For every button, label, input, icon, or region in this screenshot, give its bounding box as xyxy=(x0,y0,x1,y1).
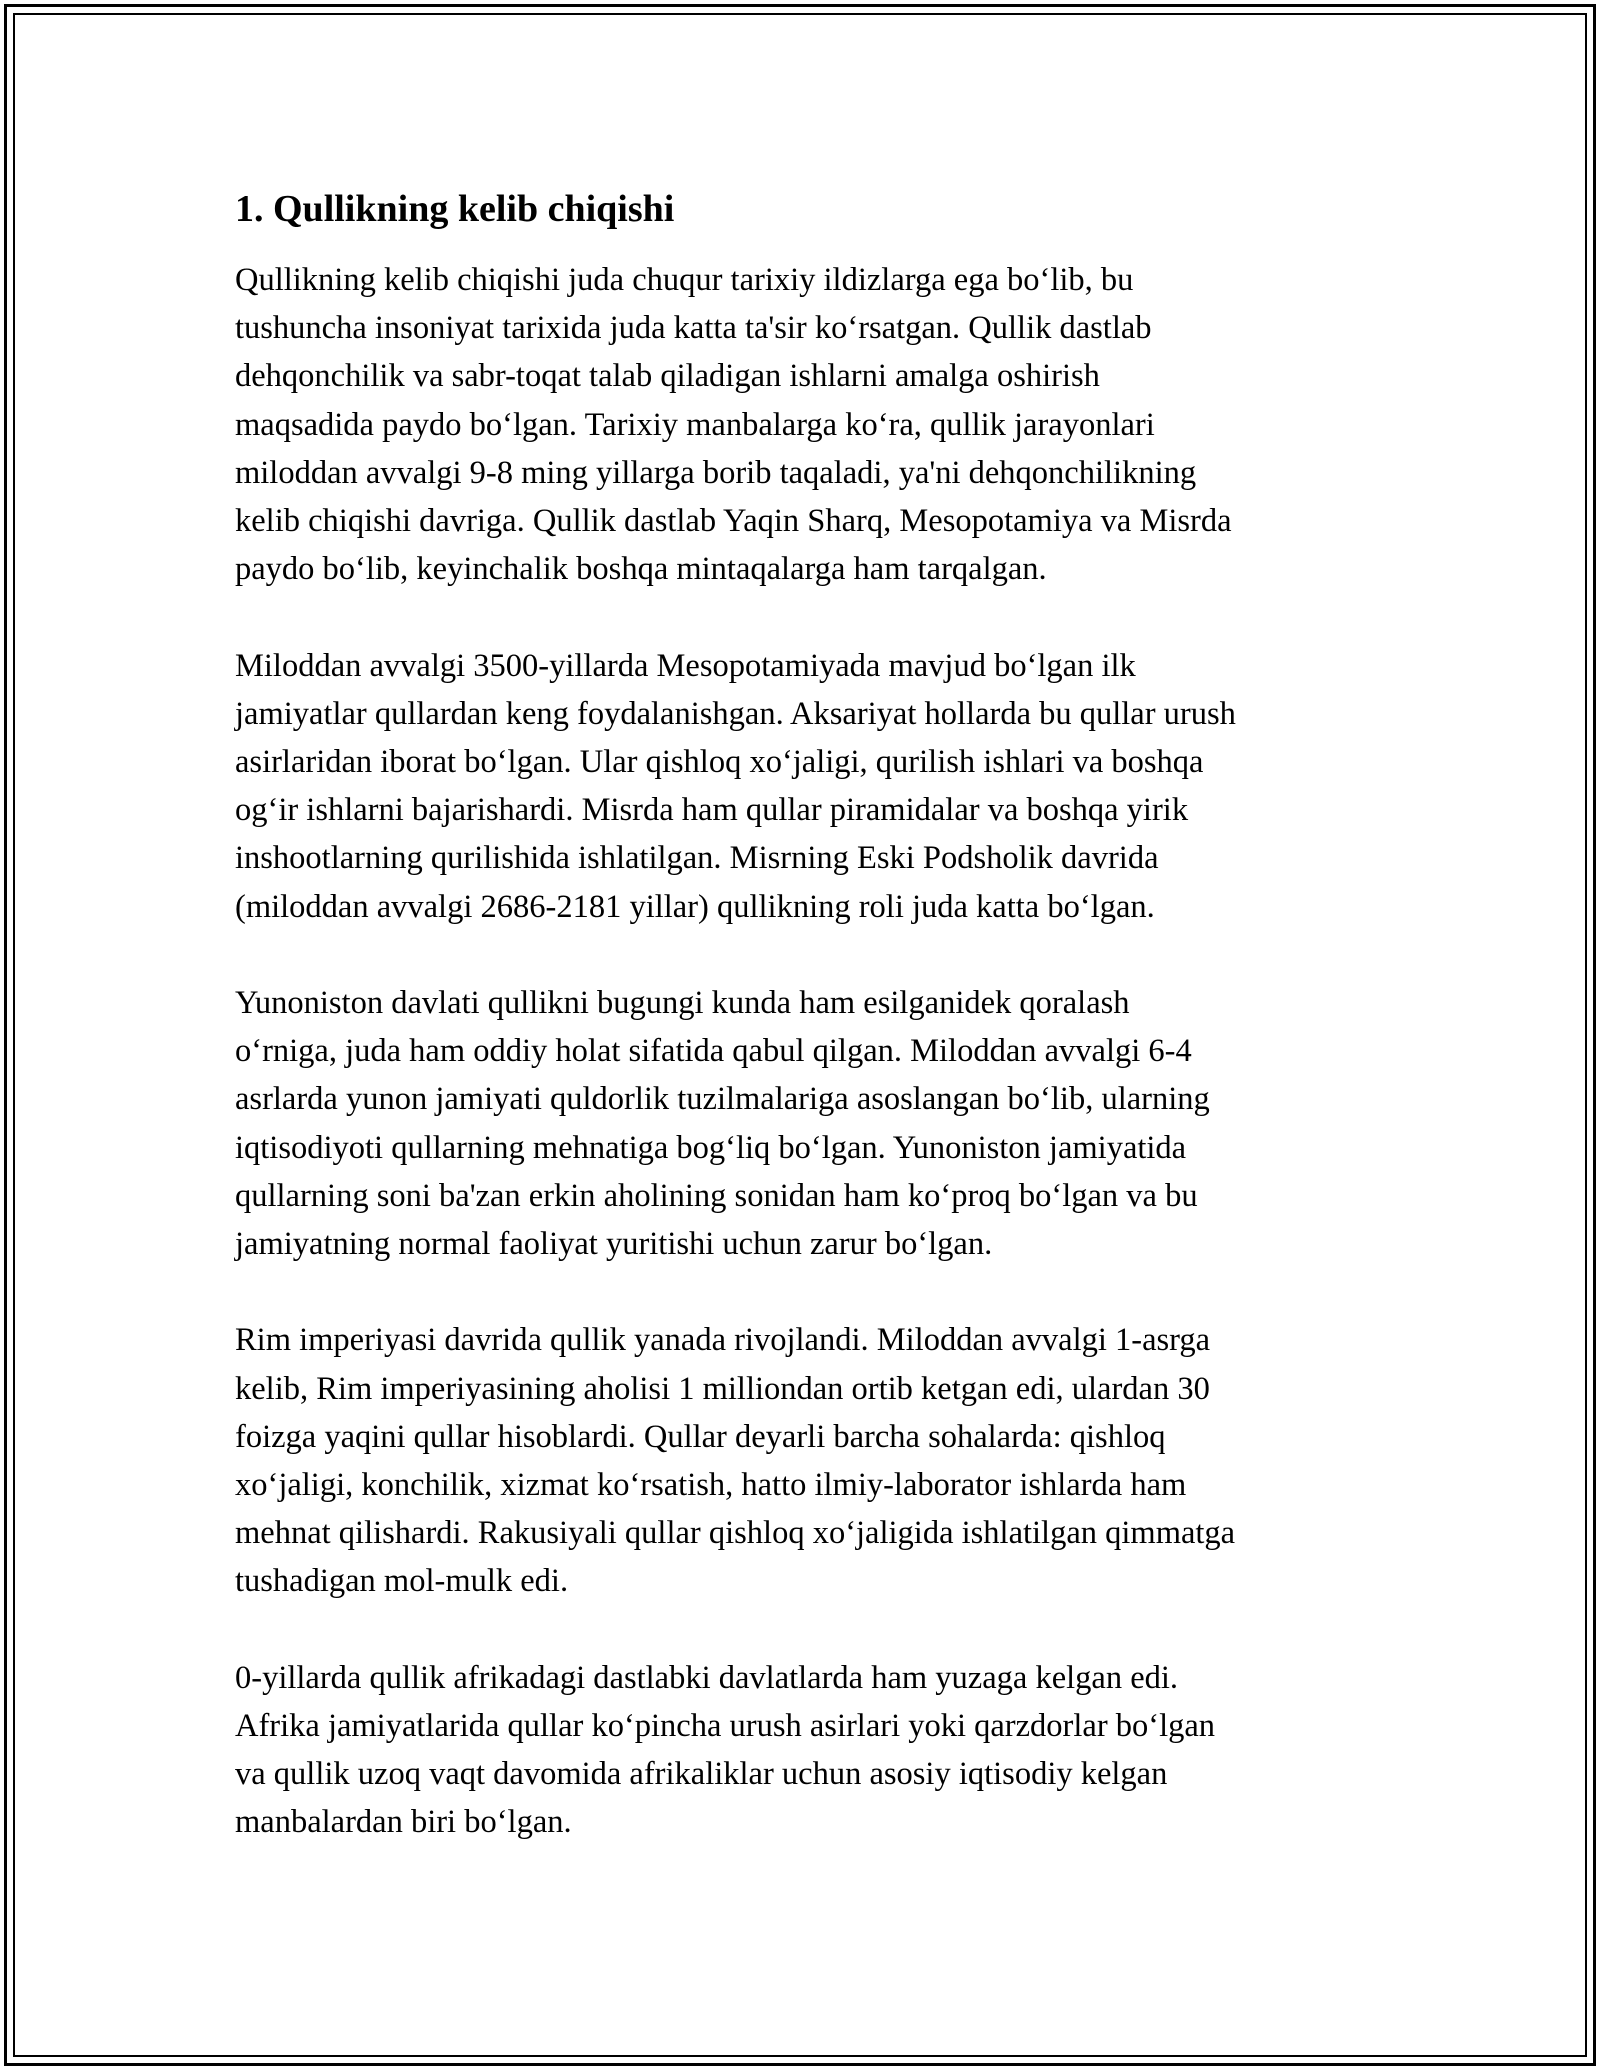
paragraph-rome: Rim imperiyasi davrida qullik yanada rivojlandi. Miloddan avvalgi 1-asrga kelib, Rim imperiyasining aholisi 1 milliondan ortib ketgan edi, ulardan 30 foizga yaqini qullar hisoblardi. Qullar deyarli barcha sohalarda: qishloq xoʻjaligi, konchilik, xizmat koʻrsatish, hatto ilmiy-laborator ishlarda ham mehnat qilishardi. Rakusiyali qullar qishloq xoʻjaligida ishlatilgan qimmatga tushadigan mol-mulk edi. xyxy=(235,1322,1236,1600)
section-heading: 1. Qullikning kelib chiqishi xyxy=(235,188,675,230)
paragraph-greece: Yunoniston davlati qullikni bugungi kunda ham esilganidek qoralash oʻrniga, juda ham oddiy holat sifatida qabul qilgan. Miloddan avvalgi 6-4 asrlarda yunon jamiyati quldorlik tuzilmalariga asoslangan boʻlib, ularning iqtisodiyoti qullarning mehnatiga bogʻliq boʻlgan. Yunoniston jamiyatida qullarning soni ba'zan erkin aholining sonidan ham koʻproq boʻlgan va bu jamiyatning normal faoliyat yuritishi uchun zarur boʻlgan. xyxy=(235,985,1210,1263)
document-body xyxy=(235,186,1385,1895)
paragraph-africa: 0-yillarda qullik afrikadagi dastlabki davlatlarda ham yuzaga kelgan edi. Afrika jamiyatlarida qullar koʻpincha urush asirlari yoki qarzdorlar boʻlgan va qullik uzoq vaqt davomida afrikaliklar uchun asosiy iqtisodiy kelgan manbalardan biri boʻlgan. xyxy=(235,1659,1216,1841)
paragraph-mesopotamia-egypt: Miloddan avvalgi 3500-yillarda Mesopotamiyada mavjud boʻlgan ilk jamiyatlar qullardan keng foydalanishgan. Aksariyat hollarda bu qullar urush asirlaridan iborat boʻlgan. Ular qishloq xoʻjaligi, qurilish ishlari va boshqa ogʻir ishlarni bajarishardi. Misrda ham qullar piramidalar va boshqa yirik inshootlarning qurilishida ishlatilgan. Misrning Eski Podsholik davrida (miloddan avvalgi 2686-2181 yillar) qullikning roli juda katta boʻlgan. xyxy=(235,647,1236,925)
paragraph-origins: Qullikning kelib chiqishi juda chuqur tarixiy ildizlarga ega boʻlib, bu tushuncha insoniyat tarixida juda katta ta'sir koʻrsatgan. Qullik dastlab dehqonchilik va sabr-toqat talab qiladigan ishlarni amalga oshirish maqsadida paydo boʻlgan. Tarixiy manbalarga koʻra, qullik jarayonlari miloddan avvalgi 9-8 ming yillarga borib taqaladi, ya'ni dehqonchilikning kelib chiqishi davriga. Qullik dastlab Yaqin Sharq, Mesopotamiya va Misrda paydo boʻlib, keyinchalik boshqa mintaqalarga ham tarqalgan. xyxy=(235,262,1232,588)
